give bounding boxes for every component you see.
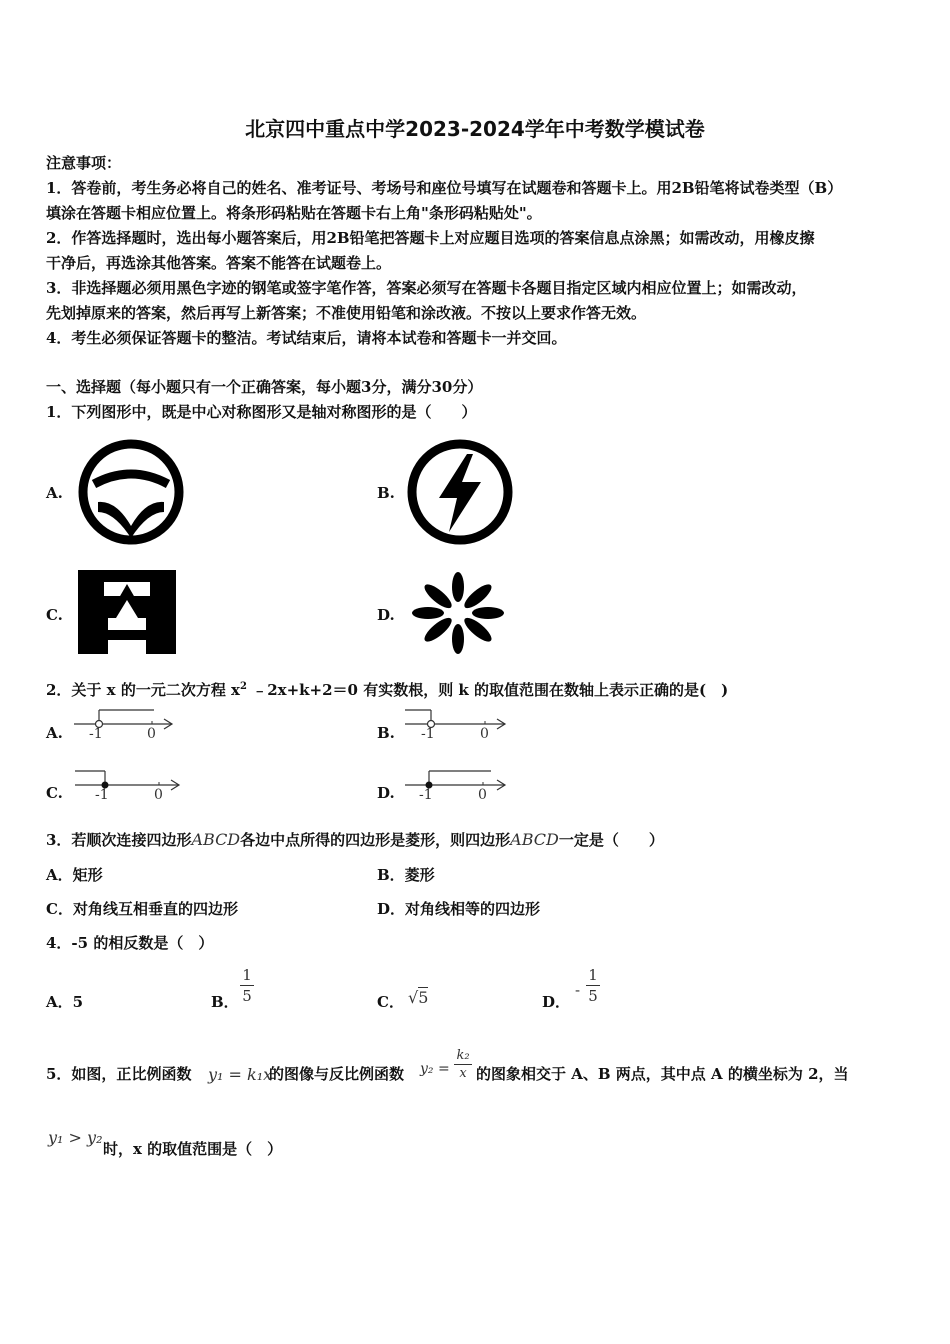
q1-figure-c	[78, 570, 176, 654]
q5-function-2-left: y₂ =	[420, 1061, 450, 1077]
q4-option-a: A．5	[46, 993, 84, 1011]
notice-line: 先划掉原来的答案，然后再写上新答案；不准使用铅笔和涂改液。不按以上要求作答无效。	[46, 304, 647, 322]
q1-option-a-label: A.	[46, 484, 63, 502]
notice-line: 4．考生必须保证答题卡的整洁。考试结束后，请将本试卷和答题卡一并交回。	[46, 329, 567, 347]
q1-option-d-label: D.	[377, 606, 395, 624]
notice-heading: 注意事项：	[46, 154, 122, 172]
notice-line: 3．非选择题必须用黑色字迹的钢笔或签字笔作答，答案必须写在答题卡各题目指定区域内相应位置上；如需改动，	[46, 279, 807, 297]
q1-figure-a	[76, 434, 186, 549]
q2-numberline-d	[403, 767, 509, 807]
q3-option-d: D．对角线相等的四边形	[377, 900, 541, 918]
q4-neg-sign: -	[575, 981, 581, 999]
q4-sqrt: √5	[408, 988, 429, 1007]
q3-option-a: A．矩形	[46, 866, 103, 884]
tick-label: -1	[419, 787, 433, 803]
q4-option-b: B．	[211, 993, 239, 1011]
q4-fraction-d: 1 5	[586, 966, 600, 1005]
page-title: 北京四中重点中学2023-2024学年中考数学模试卷	[245, 117, 705, 141]
q5-function-2-fraction: k₂ x	[454, 1048, 472, 1081]
q5-stem-part: 的图象相交于 A、B 两点，其中点 A 的横坐标为 2，当	[476, 1065, 849, 1083]
tick-label: -1	[421, 726, 435, 742]
q2-option-b-label: B.	[377, 724, 395, 742]
question-1-stem: 1．下列图形中，既是中心对称图形又是轴对称图形的是（ ）	[46, 403, 477, 421]
q5-function-1: y₁ = k₁x	[208, 1065, 273, 1084]
q4-fraction-b: 1 5	[240, 966, 254, 1005]
tick-label: 0	[154, 787, 163, 803]
question-4-stem: 4．-5 的相反数是（ ）	[46, 934, 214, 952]
q4-option-c: C．	[377, 993, 404, 1011]
q2-numberline-a	[72, 706, 176, 746]
q2-option-c-label: C.	[46, 784, 63, 802]
q1-figure-d	[408, 570, 508, 656]
question-3-stem: 3．若顺次连接四边形ABCD各边中点所得的四边形是菱形，则四边形ABCD一定是（ ）	[46, 830, 664, 849]
question-5-stem: 5．如图，正比例函数	[46, 1065, 192, 1083]
q5-condition: y₁ > y₂	[48, 1128, 103, 1147]
q3-option-c: C．对角线互相垂直的四边形	[46, 900, 238, 918]
section-heading: 一、选择题（每小题只有一个正确答案，每小题3分，满分30分）	[46, 378, 483, 396]
question-2-stem: 2．关于 x 的一元二次方程 $x^2$ ﹣2x+k+2＝0 有实数根，则 k 的取值范围在数轴上表示正确的是( )	[46, 681, 729, 699]
q5-stem-part: 的图像与反比例函数	[269, 1065, 405, 1083]
q1-option-c-label: C.	[46, 606, 63, 624]
q1-option-b-label: B.	[377, 484, 395, 502]
q4-option-d: D．	[542, 993, 571, 1011]
tick-label: 0	[480, 726, 489, 742]
tick-label: 0	[478, 787, 487, 803]
q5-stem-part: 时，x 的取值范围是（ ）	[103, 1140, 283, 1158]
q2-option-d-label: D.	[377, 784, 395, 802]
notice-line: 干净后，再选涂其他答案。答案不能答在试题卷上。	[46, 254, 392, 272]
q2-numberline-b	[403, 706, 509, 746]
tick-label: -1	[95, 787, 109, 803]
q2-option-a-label: A.	[46, 724, 63, 742]
q3-option-b: B．菱形	[377, 866, 435, 884]
q2-numberline-c	[73, 767, 183, 807]
notice-line: 2．作答选择题时，选出每小题答案后，用2B铅笔把答题卡上对应题目选项的答案信息点涂黑；如需改动，用橡皮擦	[46, 229, 815, 247]
q1-figure-b	[405, 436, 515, 548]
tick-label: 0	[147, 726, 156, 742]
tick-label: -1	[89, 726, 103, 742]
notice-line: 填涂在答题卡相应位置上。将条形码粘贴在答题卡右上角"条形码粘贴处"。	[46, 204, 542, 222]
notice-line: 1．答卷前，考生务必将自己的姓名、准考证号、考场号和座位号填写在试题卷和答题卡上。用2B铅笔将试卷类型（B）	[46, 179, 843, 197]
